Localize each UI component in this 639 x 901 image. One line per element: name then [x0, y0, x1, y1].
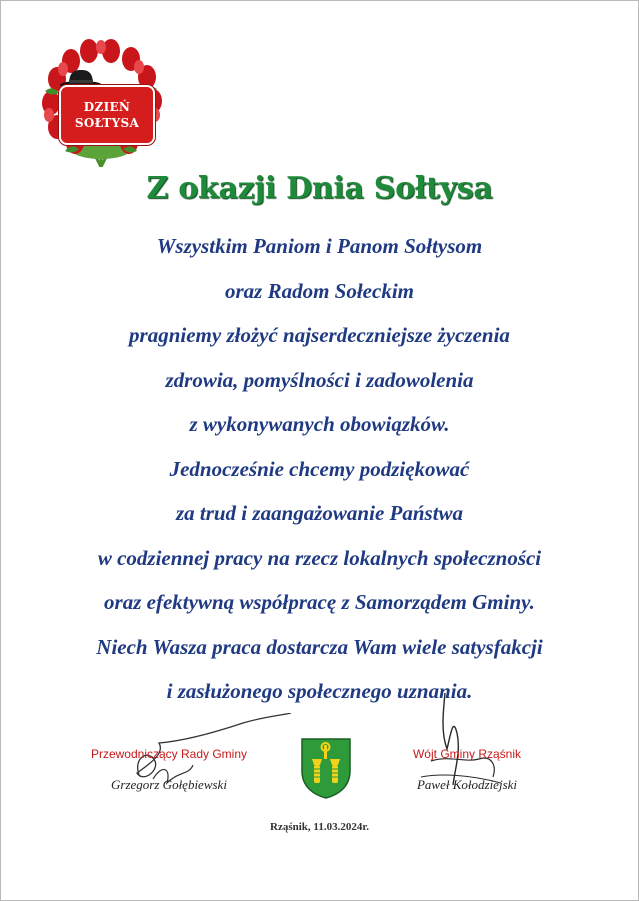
signature-left-name: Grzegorz Gołębiewski: [111, 777, 227, 792]
badge-line-1: DZIEŃ: [83, 100, 131, 114]
greeting-line: w codziennej pracy na rzecz lokalnych społeczności: [97, 545, 542, 570]
greeting-line: i zasłużonego społecznego uznania.: [166, 679, 473, 703]
signature-right-name: Paweł Kołodziejski: [416, 777, 518, 792]
badge-line-2: SOŁTYSA: [74, 116, 140, 130]
greeting-line: z wykonywanych obowiązków.: [189, 412, 450, 436]
date-place-line: Rząśnik, 11.03.2024r.: [270, 821, 369, 833]
dzien-soltysa-badge: [39, 39, 163, 167]
signature-left-role: Przewodniczący Rady Gminy: [90, 747, 248, 761]
page-title: Z okazji Dnia Sołtysa: [146, 171, 493, 206]
greeting-line: oraz efektywną współpracę z Samorządem Gminy.: [104, 590, 535, 614]
coat-of-arms-icon: [300, 737, 352, 799]
greeting-line: Niech Wasza praca dostarcza Wam wiele satysfakcji: [96, 634, 543, 659]
greeting-line: pragniemy złożyć najserdeczniejsze życzenia: [129, 323, 510, 347]
greeting-line: oraz Radom Sołeckim: [224, 278, 414, 303]
signature-left: [59, 745, 279, 794]
signature-right: [357, 745, 577, 794]
greeting-line: Wszystkim Paniom i Panom Sołtysom: [156, 234, 483, 258]
signature-right-role: Wójt Gminy Rząśnik: [412, 747, 522, 761]
greeting-line: Jednocześnie chcemy podziękować: [169, 456, 470, 481]
badge-sign: [59, 85, 155, 145]
greeting-body: [1, 227, 638, 717]
greeting-line: zdrowia, pomyślności i zadowolenia: [165, 367, 474, 392]
greeting-line: za trud i zaangażowanie Państwa: [175, 501, 464, 525]
